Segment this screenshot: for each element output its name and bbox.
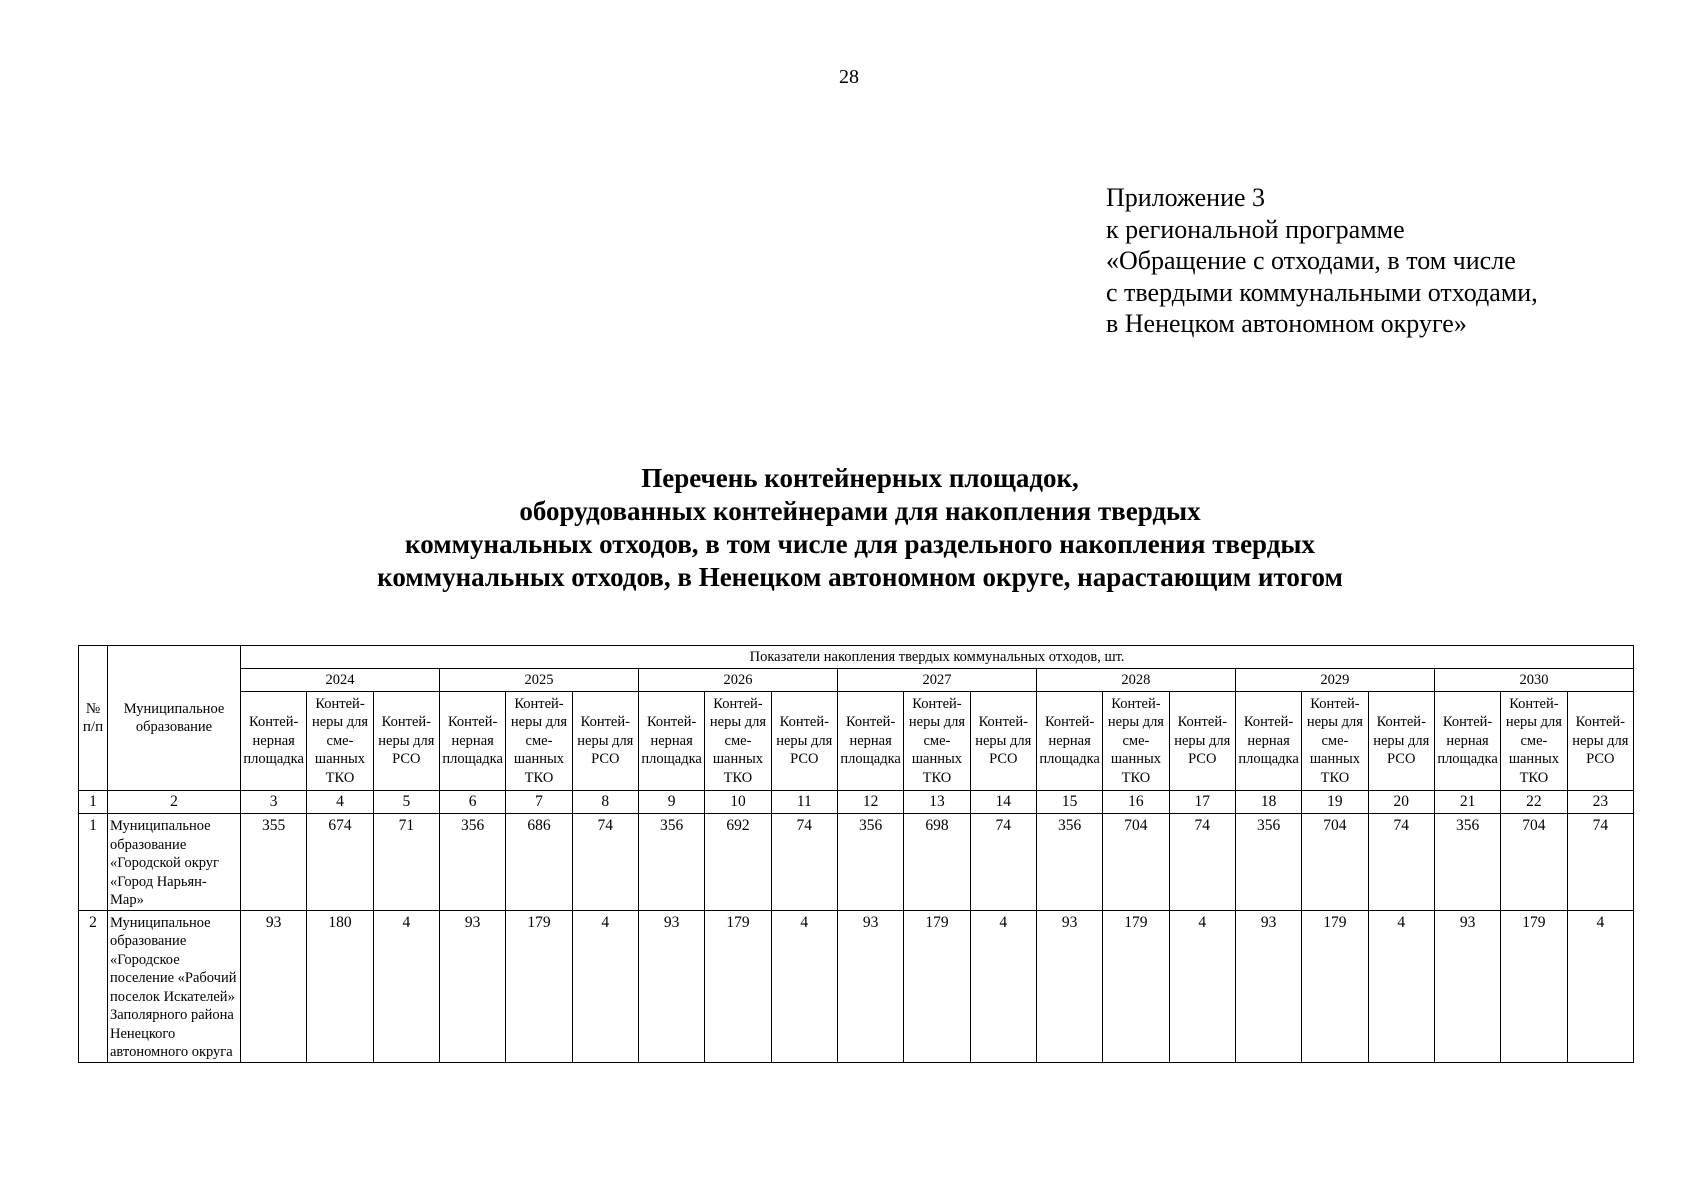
sub-column-header: Контей-неры для сме-шанных ТКО	[705, 692, 771, 791]
year-header: 2030	[1434, 669, 1633, 692]
value-cell: 179	[506, 910, 572, 1062]
value-cell: 93	[1434, 910, 1500, 1062]
year-header: 2024	[241, 669, 440, 692]
value-cell: 93	[1036, 910, 1102, 1062]
value-cell: 179	[705, 910, 771, 1062]
sub-column-header: Контей-неры для РСО	[1169, 692, 1235, 791]
value-cell: 4	[1169, 910, 1235, 1062]
column-number: 22	[1501, 791, 1567, 814]
appendix-line: «Обращение с отходами, в том числе	[1106, 246, 1516, 275]
column-number: 8	[572, 791, 638, 814]
sub-column-header: Контей-неры для РСО	[572, 692, 638, 791]
table-row	[79, 910, 1634, 1062]
column-number: 19	[1302, 791, 1368, 814]
value-cell: 71	[373, 814, 439, 911]
value-cell: 674	[307, 814, 373, 911]
sub-column-header: Контей-нерная площадка	[241, 692, 307, 791]
column-number: 13	[904, 791, 970, 814]
column-number: 7	[506, 791, 572, 814]
title-line: Перечень контейнерных площадок,	[641, 463, 1079, 493]
row-number: 2	[79, 910, 108, 1062]
value-cell: 93	[1235, 910, 1301, 1062]
sub-column-header: Контей-нерная площадка	[638, 692, 704, 791]
column-number: 21	[1434, 791, 1500, 814]
group-header: Показатели накопления твердых коммунальных отходов, шт.	[241, 646, 1634, 669]
sub-column-header: Контей-неры для сме-шанных ТКО	[904, 692, 970, 791]
column-number: 3	[241, 791, 307, 814]
value-cell: 356	[1434, 814, 1500, 911]
value-cell: 74	[1169, 814, 1235, 911]
value-cell: 180	[307, 910, 373, 1062]
title-line: коммунальных отходов, в Ненецком автономном округе, нарастающим итогом	[377, 562, 1343, 592]
value-cell: 179	[1501, 910, 1567, 1062]
sub-column-header: Контей-неры для сме-шанных ТКО	[506, 692, 572, 791]
column-number: 17	[1169, 791, 1235, 814]
value-cell: 356	[439, 814, 505, 911]
title-line: коммунальных отходов, в том числе для раздельного накопления твердых	[405, 529, 1315, 559]
appendix-line: с твердыми коммунальными отходами,	[1106, 277, 1538, 307]
sub-column-header: Контей-неры для РСО	[1368, 692, 1434, 791]
title-line: оборудованных контейнерами для накопления твердых	[519, 496, 1201, 526]
value-cell: 704	[1302, 814, 1368, 911]
value-cell: 93	[638, 910, 704, 1062]
column-number: 5	[373, 791, 439, 814]
sub-column-header: Контей-неры для сме-шанных ТКО	[307, 692, 373, 791]
value-cell: 704	[1501, 814, 1567, 911]
value-cell: 4	[1567, 910, 1634, 1062]
value-cell: 179	[1103, 910, 1169, 1062]
sub-column-header: Контей-неры для сме-шанных ТКО	[1103, 692, 1169, 791]
value-cell: 179	[904, 910, 970, 1062]
sub-column-header: Контей-нерная площадка	[439, 692, 505, 791]
year-header: 2025	[439, 669, 638, 692]
column-number: 15	[1036, 791, 1102, 814]
column-number: 2	[108, 791, 241, 814]
column-header-municipality: Муниципальное образование	[108, 646, 241, 791]
value-cell: 4	[373, 910, 439, 1062]
value-cell: 4	[1368, 910, 1434, 1062]
column-number: 6	[439, 791, 505, 814]
value-cell: 698	[904, 814, 970, 911]
value-cell: 74	[1567, 814, 1634, 911]
value-cell: 355	[241, 814, 307, 911]
value-cell: 356	[638, 814, 704, 911]
sub-column-header: Контей-нерная площадка	[837, 692, 903, 791]
sub-column-header: Контей-неры для РСО	[1567, 692, 1634, 791]
sub-column-header: Контей-неры для РСО	[373, 692, 439, 791]
value-cell: 74	[1368, 814, 1434, 911]
value-cell: 356	[1235, 814, 1301, 911]
year-header: 2026	[638, 669, 837, 692]
column-number: 14	[970, 791, 1036, 814]
column-number: 20	[1368, 791, 1434, 814]
sub-column-header: Контей-неры для РСО	[970, 692, 1036, 791]
year-header: 2029	[1235, 669, 1434, 692]
value-cell: 74	[970, 814, 1036, 911]
column-number: 10	[705, 791, 771, 814]
appendix-note	[1106, 182, 1538, 340]
year-header: 2027	[837, 669, 1036, 692]
column-number: 16	[1103, 791, 1169, 814]
row-number: 1	[79, 814, 108, 911]
sub-column-header: Контей-неры для сме-шанных ТКО	[1501, 692, 1567, 791]
value-cell: 356	[837, 814, 903, 911]
column-header-number: № п/п	[79, 646, 108, 791]
year-header: 2028	[1036, 669, 1235, 692]
sub-column-header: Контей-нерная площадка	[1434, 692, 1500, 791]
column-number: 9	[638, 791, 704, 814]
sub-column-header: Контей-нерная площадка	[1036, 692, 1102, 791]
column-number: 23	[1567, 791, 1634, 814]
column-number: 4	[307, 791, 373, 814]
value-cell: 704	[1103, 814, 1169, 911]
column-number: 1	[79, 791, 108, 814]
document-title	[0, 462, 1698, 594]
municipality-name: Муниципальное образование «Городской округ «Город Нарьян-Мар»	[108, 814, 241, 911]
sub-column-header: Контей-неры для РСО	[771, 692, 837, 791]
column-number: 11	[771, 791, 837, 814]
value-cell: 4	[771, 910, 837, 1062]
waste-indicators-table	[78, 645, 1634, 1063]
value-cell: 4	[572, 910, 638, 1062]
column-number: 12	[837, 791, 903, 814]
value-cell: 93	[439, 910, 505, 1062]
appendix-line: в Ненецком автономном округе»	[1106, 309, 1467, 338]
value-cell: 93	[837, 910, 903, 1062]
value-cell: 74	[572, 814, 638, 911]
column-number: 18	[1235, 791, 1301, 814]
appendix-line: к региональной программе	[1106, 214, 1405, 244]
table-row	[79, 814, 1634, 911]
page-number: 28	[839, 66, 859, 88]
value-cell: 93	[241, 910, 307, 1062]
value-cell: 686	[506, 814, 572, 911]
value-cell: 692	[705, 814, 771, 911]
value-cell: 356	[1036, 814, 1102, 911]
value-cell: 4	[970, 910, 1036, 1062]
appendix-line: Приложение 3	[1106, 183, 1266, 212]
value-cell: 179	[1302, 910, 1368, 1062]
sub-column-header: Контей-неры для сме-шанных ТКО	[1302, 692, 1368, 791]
value-cell: 74	[771, 814, 837, 911]
municipality-name: Муниципальное образование «Городское поселение «Рабочий поселок Искателей» Заполярного района Ненецкого автономного округа	[108, 910, 241, 1062]
sub-column-header: Контей-нерная площадка	[1235, 692, 1301, 791]
